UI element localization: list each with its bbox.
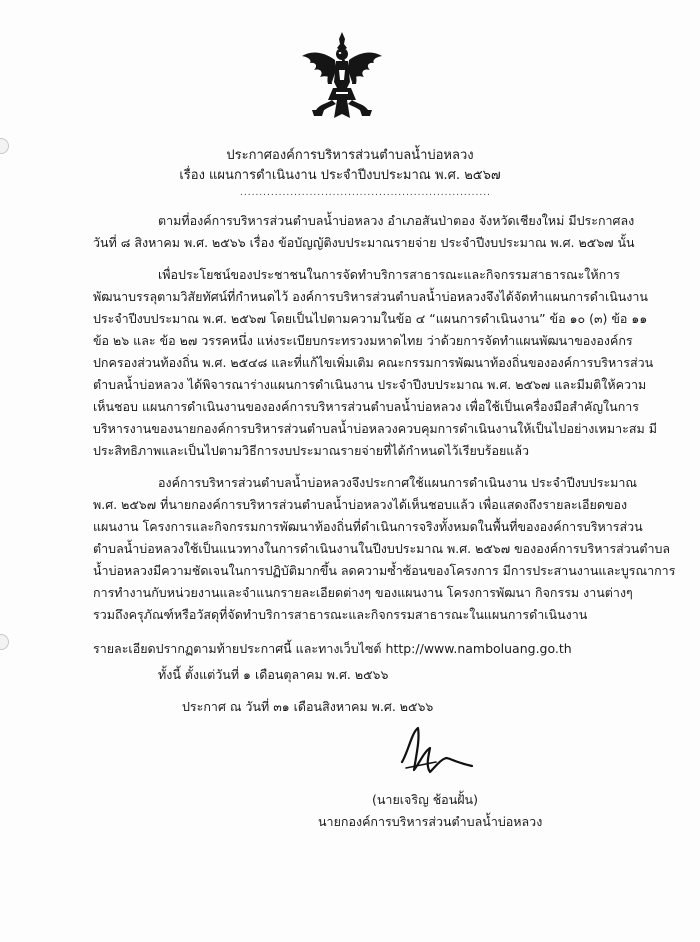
paragraph-3-line-1: องค์การบริหารส่วนตำบลน้ำบ่อหลวงจึงประกาศใช้แผนการดำเนินงาน ประจำปีงบประมาณ bbox=[158, 475, 638, 490]
signature bbox=[396, 722, 476, 786]
paragraph-2-line-1: เพื่อประโยชน์ของประชาชนในการจัดทำบริการสาธารณะและกิจกรรมสาธารณะให้การ bbox=[158, 267, 620, 282]
paragraph-3-line-6: การทำงานกับหน่วยงานและจำแนกรายละเอียดต่างๆ ของแผนงาน โครงการพัฒนา กิจกรรม งานต่างๆ bbox=[93, 585, 633, 600]
details-line: รายละเอียดปรากฏตามท้ายประกาศนี้ และทางเว็บไซต์ http://www.namboluang.go.th bbox=[93, 641, 572, 656]
paragraph-2-line-5: ปกครองส่วนท้องถิ่น พ.ศ. ๒๕๔๘ และที่แก้ไขเพิ่มเติม คณะกรรมการพัฒนาท้องถิ่นขององค์การบริหารส่วน bbox=[93, 355, 654, 370]
signer-position: นายกองค์การบริหารส่วนตำบลน้ำบ่อหลวง bbox=[318, 814, 543, 829]
paragraph-2-line-9: ประสิทธิภาพและเป็นไปตามวิธีการงบประมาณรายจ่ายที่ได้กำหนดไว้เรียบร้อยแล้ว bbox=[93, 443, 530, 458]
paragraph-1-line-2: วันที่ ๘ สิงหาคม พ.ศ. ๒๕๖๖ เรื่อง ข้อบัญญัติงบประมาณรายจ่าย ประจำปีงบประมาณ พ.ศ. ๒๕๖๗ นั้น bbox=[93, 235, 635, 250]
announcement-subject: เรื่อง แผนการดำเนินงาน ประจำปีงบประมาณ พ.ศ. ๒๕๖๗ bbox=[179, 168, 501, 183]
paragraph-2-line-2: พัฒนาบรรลุตามวิสัยทัศน์ที่กำหนดไว้ องค์การบริหารส่วนตำบลน้ำบ่อหลวงจึงได้จัดทำแผนการดำเนินงาน bbox=[93, 289, 648, 304]
signer-name: (นายเจริญ ช้อนฝั้น) bbox=[372, 792, 478, 807]
paragraph-2-line-8: บริหารงานของนายกองค์การบริหารส่วนตำบลน้ำบ่อหลวงควบคุมการดำเนินงานให้เป็นไปอย่างเหมาะสม มี bbox=[93, 421, 657, 436]
garuda-emblem bbox=[300, 30, 384, 122]
paragraph-2-line-3: ประจำปีงบประมาณ พ.ศ. ๒๕๖๗ โดยเป็นไปตามความในข้อ ๔ “แผนการดำเนินงาน” ข้อ ๑๐ (๓) ข้อ ๑๑ bbox=[93, 311, 648, 326]
title-separator: ................................................................. bbox=[240, 188, 491, 198]
punch-hole-bottom bbox=[0, 634, 9, 650]
paragraph-3-line-2: พ.ศ. ๒๕๖๗ ที่นายกองค์การบริหารส่วนตำบลน้ำบ่อหลวงได้เห็นชอบแล้ว เพื่อแสดงถึงรายละเอียดของ bbox=[93, 497, 628, 512]
paragraph-3-line-4: ตำบลน้ำบ่อหลวงใช้เป็นแนวทางในการดำเนินงานในปีงบประมาณ พ.ศ. ๒๕๖๗ ขององค์การบริหารส่วนตำบล bbox=[93, 541, 671, 556]
announcement-title: ประกาศองค์การบริหารส่วนตำบลน้ำบ่อหลวง bbox=[226, 148, 474, 163]
paragraph-3-line-7: รวมถึงครุภัณฑ์หรือวัสดุที่จัดทำบริการสาธารณะและกิจกรรมสาธารณะในแผนการดำเนินงาน bbox=[93, 607, 588, 622]
paragraph-3-line-3: แผนงาน โครงการและกิจกรรมการพัฒนาท้องถิ่นที่ดำเนินการจริงทั้งหมดในพื้นที่ขององค์การบริหารส่วน bbox=[93, 519, 643, 534]
paragraph-2-line-7: เห็นชอบ แผนการดำเนินงานขององค์การบริหารส่วนตำบลน้ำบ่อหลวง เพื่อใช้เป็นเครื่องมือสำคัญในการ bbox=[93, 399, 640, 414]
effective-date-line: ทั้งนี้ ตั้งแต่วันที่ ๑ เดือนตุลาคม พ.ศ. ๒๕๖๖ bbox=[158, 667, 389, 682]
announcement-date-line: ประกาศ ณ วันที่ ๓๑ เดือนสิงหาคม พ.ศ. ๒๕๖๖ bbox=[182, 699, 434, 714]
paragraph-2-line-4: ข้อ ๒๖ และ ข้อ ๒๗ วรรคหนึ่ง แห่งระเบียบกระทรวงมหาดไทย ว่าด้วยการจัดทำแผนพัฒนาขององค์กร bbox=[93, 333, 633, 348]
paragraph-3-line-5: น้ำบ่อหลวงมีความชัดเจนในการปฏิบัติมากขึ้น ลดความซ้ำซ้อนของโครงการ มีการประสานงานและบูรณาการ bbox=[93, 563, 676, 578]
paragraph-1-line-1: ตามที่องค์การบริหารส่วนตำบลน้ำบ่อหลวง อำเภอสันป่าตอง จังหวัดเชียงใหม่ มีประกาศลง bbox=[158, 213, 635, 228]
paragraph-2-line-6: ตำบลน้ำบ่อหลวง ได้พิจารณาร่างแผนการดำเนินงาน ประจำปีงบประมาณ พ.ศ. ๒๕๖๗ และมีมติให้ความ bbox=[93, 377, 647, 392]
